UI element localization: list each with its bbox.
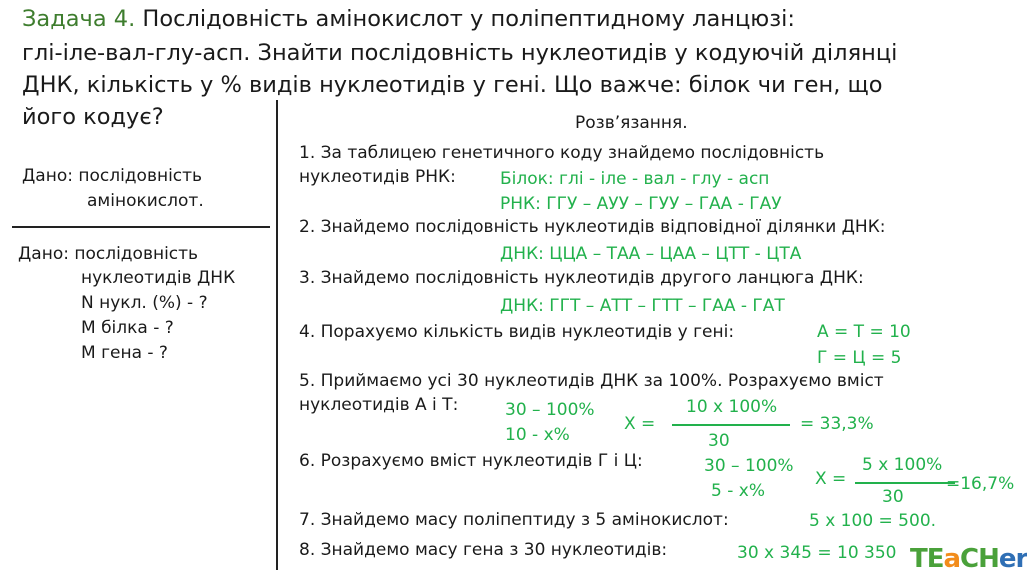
step1-line1: 1. За таблицею генетичного коду знайдемо послідовність [299, 143, 825, 163]
task-title-line3: ДНК, кількість у % видів нуклеотидів у гені. Що важче: білок чи ген, що [22, 72, 883, 98]
step6: 6. Розрахуємо вміст нуклеотидів Г і Ц: [299, 451, 643, 471]
proportion5-line1: 30 – 100% [505, 400, 595, 420]
result5: = 33,3% [800, 414, 874, 434]
step3: 3. Знайдемо послідовність нуклеотидів другого ланцюга ДНК: [299, 268, 864, 288]
proportion6-line2: 5 - х% [711, 481, 765, 501]
step5-line2: нуклеотидів А і Т: [299, 395, 459, 415]
gc-count: Г = Ц = 5 [817, 348, 902, 368]
result7: 5 х 100 = 500. [809, 511, 937, 531]
proportion6-line1: 30 – 100% [704, 456, 794, 476]
x-equals-5: Х = [624, 414, 656, 434]
given1-line1: Дано: послідовність [22, 166, 203, 186]
protein-sequence: Білок: глі - іле - вал - глу - асп [500, 169, 770, 189]
step4: 4. Порахуємо кількість видів нуклеотидів у гені: [299, 322, 735, 342]
task-text-1: Послідовність амінокислот у поліпептидному ланцюзі: [142, 6, 795, 32]
step8: 8. Знайдемо масу гена з 30 нуклеотидів: [299, 540, 668, 560]
fraction6-denominator: 30 [882, 487, 904, 507]
solution-heading: Розв’язання. [575, 113, 688, 133]
given2-line2: нуклеотидів ДНК [81, 268, 236, 288]
result8: 30 х 345 = 10 350 [737, 543, 897, 563]
dna-strand-2: ДНК: ГГТ – АТТ – ГТТ – ГАА - ГАТ [500, 296, 785, 316]
horizontal-divider [12, 226, 270, 228]
proportion5-line2: 10 - х% [505, 425, 570, 445]
task-title-line2: глі-іле-вал-глу-асп. Знайти послідовність нуклеотидів у кодуючій ділянці [22, 40, 898, 66]
task-label: Задача 4. [22, 6, 136, 32]
given2-line3: N нукл. (%) - ? [81, 293, 208, 313]
task-title-line4: його кодує? [22, 104, 164, 130]
rna-sequence: РНК: ГГУ – АУУ – ГУУ – ГАА - ГАУ [500, 194, 782, 214]
dna-strand-1: ДНК: ЦЦА – ТАА – ЦАА – ЦТТ - ЦТА [500, 244, 802, 264]
step2: 2. Знайдемо послідовність нуклеотидів відповідної ділянки ДНК: [299, 217, 886, 237]
given1-line2: амінокислот. [87, 191, 204, 211]
teacher-logo: TEaCHer [910, 544, 1027, 574]
given2-line4: М білка - ? [81, 318, 174, 338]
given2-line5: М гена - ? [81, 343, 168, 363]
step5-line1: 5. Приймаємо усі 30 нуклеотидів ДНК за 100%. Розрахуємо вміст [299, 371, 884, 391]
given2-line1: Дано: послідовність [18, 244, 199, 264]
task-title-line1 [22, 4, 795, 35]
at-count: А = Т = 10 [817, 322, 911, 342]
x-equals-6: Х = [815, 469, 847, 489]
step7: 7. Знайдемо масу поліпептиду з 5 амінокислот: [299, 510, 729, 530]
step1-line2: нуклеотидів РНК: [299, 167, 456, 187]
result6: =16,7% [946, 474, 1015, 494]
vertical-divider [276, 100, 278, 570]
fraction6-numerator: 5 х 100% [862, 455, 943, 475]
fraction5-denominator: 30 [708, 431, 730, 451]
fraction5-numerator: 10 х 100% [686, 397, 778, 417]
